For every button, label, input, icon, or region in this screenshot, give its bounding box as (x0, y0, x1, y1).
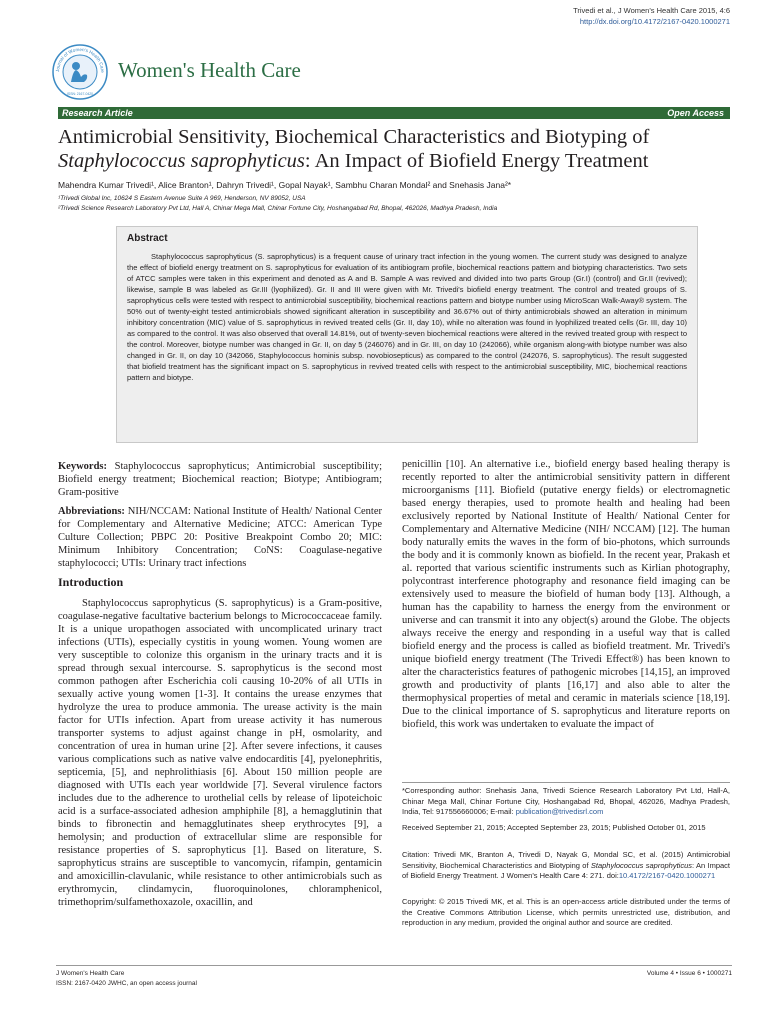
citation-line: Trivedi et al., J Women's Health Care 2015, 4:6 (573, 6, 730, 15)
article-type-label: Research Article (62, 108, 133, 118)
article-type-bar (58, 107, 730, 119)
affiliation-2: ²Trivedi Science Research Laboratory Pvt Ltd, Hall A, Chinar Mega Mall, Chinar Fortune City, Hoshangabad Rd, Bhopal, 462026, Madhya Pradesh, India (58, 205, 498, 212)
citation-doi-link[interactable]: http://dx.doi.org/10.4172/2167-0420.1000271 (579, 17, 730, 26)
received-dates: Received September 21, 2015; Accepted September 23, 2015; Published October 01, 2015 (402, 823, 706, 832)
page-footer (56, 965, 732, 987)
abbreviations-paragraph (58, 505, 382, 570)
footer-volume: Volume 4 • Issue 6 • 1000271 (646, 970, 732, 977)
introduction-continued: penicillin [10]. An alternative i.e., biofield energy based healing therapy is recently reported to alter the antimicrobial sensitivity pattern in different microorganisms [11]. Biofield (putative energy fields) or electromagnetic based energy therapies, used to promote health and healing had been exclusively reported by National Institute of Health/ National Center for Complementary and Alternative Medicine (NIH/ NCCAM) [12]. The human body naturally emits the waves in the form of bio-photons, which surrounds the body and it is commonly known as biofield. In the recent year, Prakash et al. reported that various scientific instruments such as Kirlian photography, polycontrast interference photography and resonance field imaging can be extensively used to measure the biofield of human body [13]. Although, a human has the capability to harness the energy from the environment or universe and can transmit it into any object(s) around the Globe. The objects always receive the energy and responding in a useful way that is called biofield energy and the process is called as biofield treatment. Mr. Trivedi's unique biofield energy treatment (The Trivedi Effect®) has been known to alter the characteristics features of pathogenic microbes [14,15], an improved growth and productivity of plants [16,17] and also able to alter the thermophysical properties of metal and ceramic in materials science [18,19]. Due to the clinical importance of S. saprophyticus and literature reports on biofield, this work was undertaken to evaluate the impact of (402, 459, 730, 730)
article-title (58, 125, 738, 173)
logo-ring-text: Journal of Women's Health Care (54, 46, 106, 73)
citation-footnote (402, 850, 730, 882)
corresponding-author (402, 786, 730, 818)
journal-logo (52, 44, 108, 100)
right-column (402, 458, 730, 731)
email-link[interactable]: publication@trivedisrl.com (515, 807, 604, 816)
abbreviations-text: NIH/NCCAM: National Institute of Health/ National Center for Complementary and Alternative Medicine; ATCC: American Type Culture Collection; PBPC 20: Positive Breakpoint Combo 20; MIC: Minimum Inhibitory Concentration; CoNS: Coagulase-negative staphylococci; UTIs: Urinary tract infections (58, 506, 383, 569)
introduction-text: Staphylococcus saprophyticus (S. saprophyticus) is a Gram-positive, coagulase-negative facultative bacterium belongs to Micrococcaceae family. It is a unique uropathogen associated with uncomplicated urinary tract infections (UTIs), especially cystitis in young women. Young women are very susceptible to colonize this organism in the urinary tracts and it is spread through sexual intercourse. S. saprophyticus is the second most common pathogen after Escherichia coli causing 10-20% of all UTIs in sexually active young women [1-3]. It contains the urease enzymes that hydrolyze the urea to produce ammonia. The urease activity is the main factor for UTIs infection. Apart from urease activity it has numerous transporter systems to adjust against change in pH, osmolarity, and concentration of urea in human urine [2]. After severe infections, it causes various complications such as native valve endocarditis [4], pyelonephritis, septicemia, [5], and nephrolithiasis [6]. About 150 million people are diagnosed with UTIs each year worldwide [7]. Several virulence factors includes due to the adherence to urothelial cells by release of lipoteichoic acid is a surface-associated adhesion amphiphile [8], a hemagglutinin that binds to fibronectin and hemagglutinates sheep erythrocytes [9], a hemolysin; and production of extracellular slime are responsible for resistance properties of S. saprophyticus [1]. Based on literature, S. saprophyticus strains are susceptible to vancomycin, rifampin, gentamicin and amoxicillin-clavulanic, while resistance to other antimicrobials such as erythromycin, clindamycin, fluoroquinolones, chloramphenicol, trimethoprim/sulfamethoxazole, oxacillin, and (58, 598, 382, 908)
open-access-label: Open Access (667, 108, 724, 118)
footer-journal: J Women's Health Care (56, 970, 125, 977)
citation-doi-link-footnote[interactable]: 10.4172/2167-0420.1000271 (618, 871, 716, 880)
affiliation-1: ¹Trivedi Global Inc, 10624 S Eastern Avenue Suite A 969, Henderson, NV 89052, USA (58, 195, 306, 202)
footer-issn: ISSN: 2167-0420 JWHC, an open access journal (56, 980, 197, 987)
author-list: Mahendra Kumar Trivedi¹, Alice Branton¹, Dahryn Trivedi¹, Gopal Nayak¹, Sambhu Charan Mondal² and Snehasis Jana²* (58, 180, 512, 190)
abbreviations-label: Abbreviations: (58, 506, 125, 517)
corresponding-text: *Corresponding author: Snehasis Jana, Trivedi Science Research Laboratory Pvt Ltd, Hall-A, Chinar Mega Mall, Chinar Fortune City, Hoshangabad Rd, Bhopal, 462026, Madhya Pradesh, India, Tel: 917556660006; E-mail: (402, 786, 730, 816)
citation-header (573, 5, 730, 27)
abstract-text: Staphylococcus saprophyticus (S. saprophyticus) is a frequent cause of urinary tract infection in the young women. The current study was designed to analyze the effect of biofield energy treatment on S. saprophyticus for evaluation of its antibiogram profile, biochemical reactions pattern and biotyping characteristics. Two sets of ATCC samples were taken in this experiment and denoted as A and B. Sample A was revived and divided into two parts Group (Gr.I) (control) and Gr.II (revived); likewise, sample B was labeled as Gr.III (lyophilized). Gr. II and III were given with Mr. Trivedi's biofield energy treatment. The control and treated groups of S. saprophyticus cells were tested with respect to antimicrobial susceptibility, biochemical reactions pattern and biotype number using MicroScan Walk-Away® system. The 50% out of twenty-eight tested antimicrobials showed significant alteration in susceptibility and 36.67% out of thirty antimicrobials showed an alteration in minimum inhibitory concentration (MIC) value of S. saprophyticus in revived treated cells (Gr. II, day 10), while no alteration was found in lyophilized treated cells (Gr. III, day 10) as compared to the control. It was also observed that overall 14.81%, out of twenty-seven biochemical reactions were altered in the revived treated group with respect to the control. Moreover, biotype number was changed in Gr. II, on day 5 (246076) and in Gr. III, on day 10 (242066), while organism along-with biotype number was also changed in Gr. II, on day 10 (342066, Staphylococcus hominis subsp. novobiosepticus) as compared to the control (242076, S. saprophyticus). The result suggested that biofield treatment has the significant impact on S. saprophyticus in revived treated cells with respect to the antimicrobial susceptibility, MIC, biochemical reactions pattern and biotype. (127, 252, 687, 382)
citation-text-pre: Citation: Trivedi MK, Branton A, Trivedi D, Nayak G, Mondal SC, et al. (2015) Antimicrobial Sensitivity, Biochemical Characteristics and Biotyping of (402, 850, 730, 870)
title-line1: Antimicrobial Sensitivity, Biochemical Characteristics and Biotyping of (58, 126, 650, 148)
introduction-heading: Introduction (58, 575, 124, 589)
title-line2: : An Impact of Biofield Energy Treatment (304, 150, 649, 172)
logo-issn: ISSN: 2167-0420 (66, 92, 94, 96)
keywords-label: Keywords: (58, 461, 107, 472)
abstract-heading: Abstract (127, 233, 168, 244)
keywords-paragraph (58, 460, 382, 499)
footer-left (56, 969, 197, 989)
footnote-divider (402, 782, 730, 783)
keywords-text: Staphylococcus saprophyticus; Antimicrobial susceptibility; Biofield energy treatment; Biochemical reaction; Biotype; Antibiogram; Gram-positive (58, 461, 382, 498)
citation-text-post: : An Impact of Biofield Energy Treatment. J Women's Health Care 4: 271. doi: (402, 860, 730, 880)
copyright-notice: Copyright: © 2015 Trivedi MK, et al. This is an open-access article distributed under the terms of the Creative Commons Attribution License, which permits unrestricted use, distribution, and reproduction in any medium, provided the original author and source are credited. (402, 897, 730, 927)
journal-name: Women's Health Care (118, 58, 301, 82)
citation-species: Staphylococcus saprophyticus (590, 860, 692, 870)
title-species: Staphylococcus saprophyticus (58, 150, 305, 172)
abstract-box (116, 226, 698, 443)
left-column (58, 460, 382, 909)
